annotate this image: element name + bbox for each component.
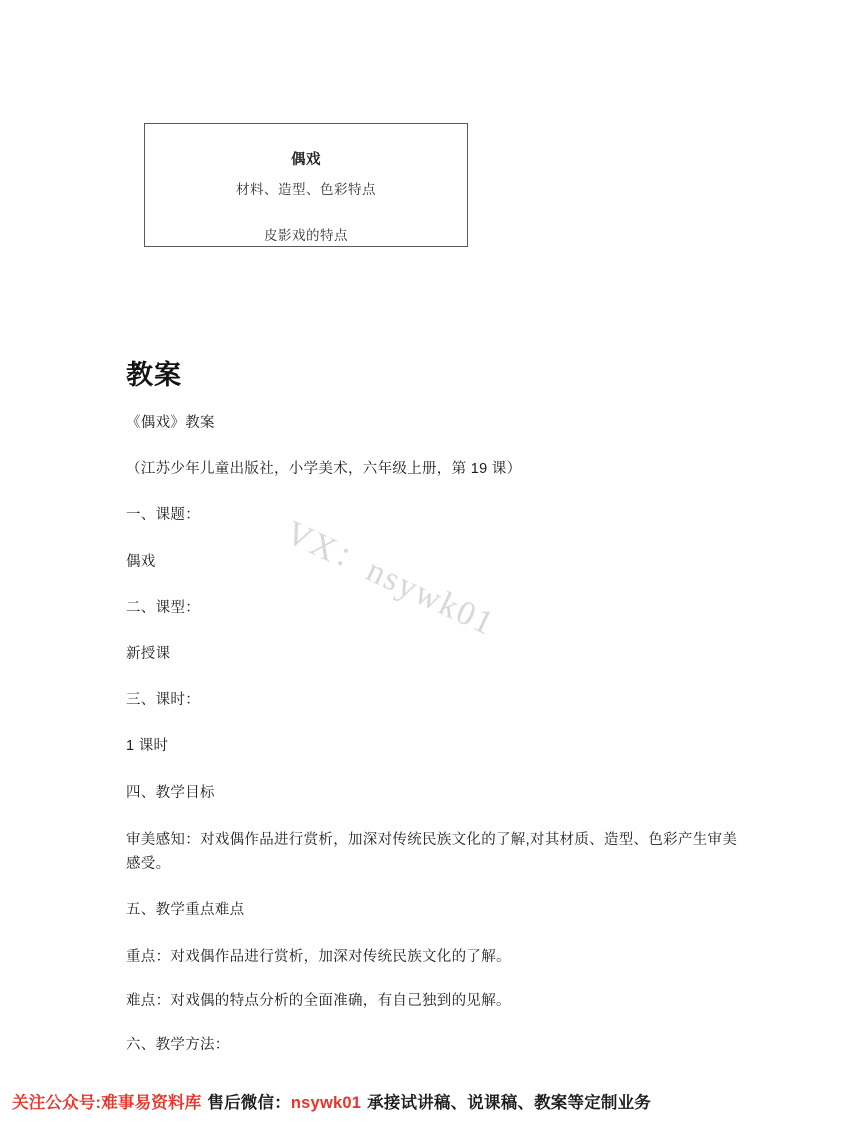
document-body xyxy=(126,412,746,1080)
slide-subtitle: 材料、造型、色彩特点 xyxy=(236,182,376,197)
footer-account-text: 关注公众号:难事易资料库 xyxy=(12,1094,202,1112)
paragraph-section-methods: 六、教学方法： xyxy=(126,1036,230,1053)
paragraph-objectives-body: 审美感知：对戏偶作品进行赏析，加深对传统民族文化的了解,对其材质、造型、色彩产生审美感受。 xyxy=(126,831,738,873)
paragraph-topic-value: 偶戏 xyxy=(126,553,156,570)
paragraph-key-point: 重点：对戏偶作品进行赏析，加深对传统民族文化的了解。 xyxy=(126,948,511,965)
paragraph-class-hours-value: 1 课时 xyxy=(126,738,169,755)
watermark-text: VX：nsywk01 xyxy=(280,514,501,644)
footer-wechat-label: 售后微信： xyxy=(207,1094,291,1112)
slide-title: 偶戏 xyxy=(291,152,321,168)
footer-services-text: 承接试讲稿、说课稿、教案等定制业务 xyxy=(367,1094,652,1112)
slide-subtitle-secondary: 皮影戏的特点 xyxy=(264,228,348,243)
footer-wechat-id: nsywk01 xyxy=(290,1094,362,1112)
paragraph-section-objectives: 四、教学目标 xyxy=(126,784,215,801)
paragraph-section-key-points: 五、教学重点难点 xyxy=(126,902,245,919)
paragraph-section-class-hours: 三、课时： xyxy=(126,692,200,709)
paragraph-lesson-plan-title: 《偶戏》教案 xyxy=(126,415,215,431)
paragraph-textbook-source: （江苏少年儿童出版社，小学美术，六年级上册，第 19 课） xyxy=(126,461,522,478)
footer-banner xyxy=(0,1080,866,1122)
paragraph-lesson-type-value: 新授课 xyxy=(126,645,171,662)
slide-preview-card xyxy=(144,123,468,247)
page-title: 教案 xyxy=(126,360,182,390)
paragraph-difficult-point: 难点：对戏偶的特点分析的全面准确，有自己独到的见解。 xyxy=(126,992,511,1009)
paragraph-section-topic: 一、课题： xyxy=(126,507,200,524)
paragraph-section-lesson-type: 二、课型： xyxy=(126,599,200,616)
